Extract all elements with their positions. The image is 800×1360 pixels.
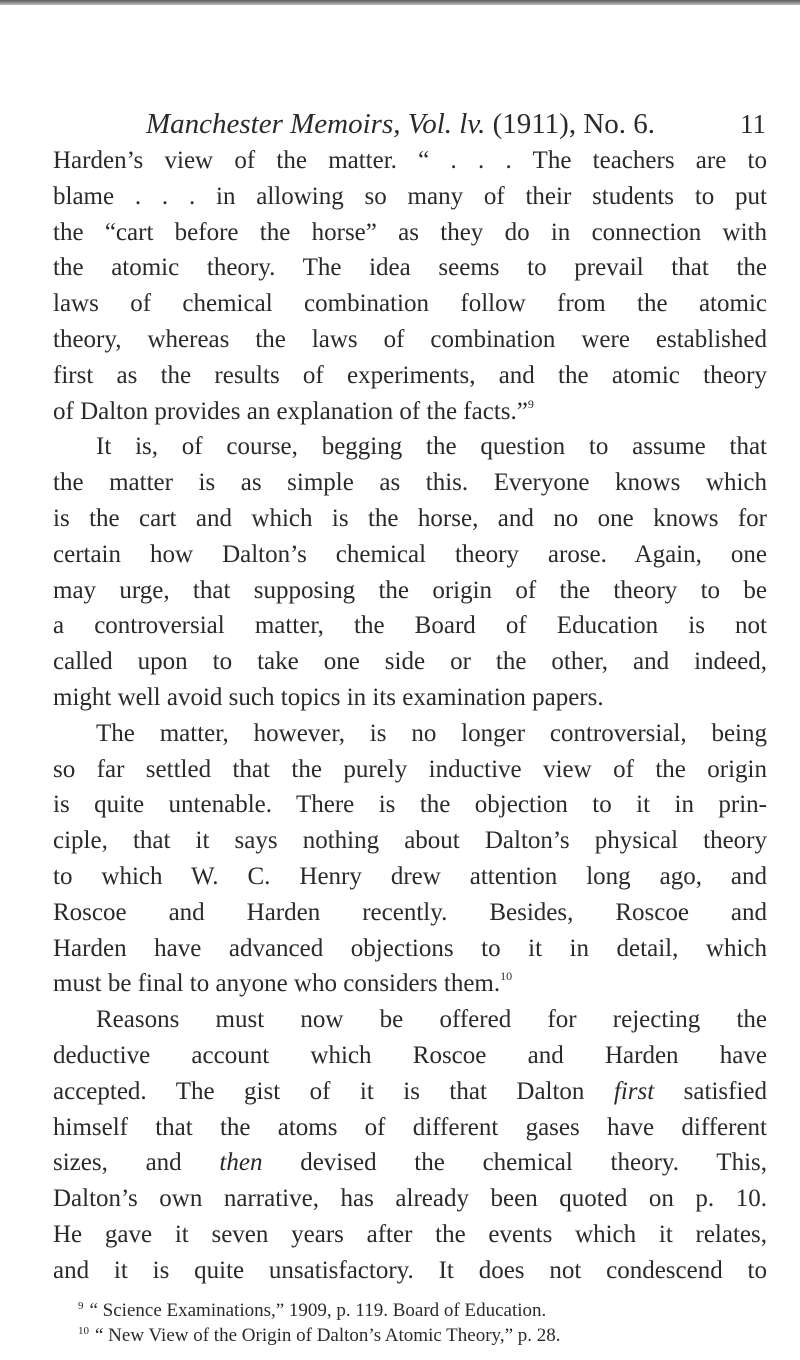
text-line: blame . . . in allowing so many of their students to put xyxy=(53,182,767,210)
running-header xyxy=(146,104,766,144)
text-fragment: devised the chemical theory. This, xyxy=(262,1149,767,1177)
volume-year-number: (1911), No. 6. xyxy=(485,108,656,140)
text-line: a controversial matter, the Board of Education is not xyxy=(53,612,767,640)
text-line xyxy=(53,394,767,430)
text-line: Harden have advanced objections to it in detail, which xyxy=(53,934,767,962)
text-fragment: must be final to anyone who considers them. xyxy=(53,970,501,998)
text-line: He gave it seven years after the events which it relates, xyxy=(53,1220,767,1248)
text-fragment: satisfied xyxy=(654,1077,767,1105)
text-fragment: accepted. The gist of it is that Dalton xyxy=(53,1077,614,1105)
emphasis: first xyxy=(613,1077,655,1105)
text-line: Dalton’s own narrative, has already been quoted on p. 10. xyxy=(53,1185,767,1213)
footnote xyxy=(53,1298,767,1323)
text-line: Roscoe and Harden recently. Besides, Roscoe and xyxy=(53,898,767,926)
text-line: laws of chemical combination follow from the atomic xyxy=(53,290,767,318)
text-line xyxy=(53,966,767,1002)
scan-edge-shadow xyxy=(0,0,800,5)
footnote-ref: 10 xyxy=(500,969,513,984)
text-line: The matter, however, is no longer controversial, being xyxy=(96,719,767,747)
text-line: the “cart before the horse” as they do in connection with xyxy=(53,218,767,246)
text-line xyxy=(53,1074,767,1110)
text-line: to which W. C. Henry drew attention long ago, and xyxy=(53,862,767,890)
text-line: called upon to take one side or the other, and indeed, xyxy=(53,648,767,676)
text-fragment: sizes, and xyxy=(53,1149,220,1177)
text-line: may urge, that supposing the origin of the theory to be xyxy=(53,576,767,604)
text-line: is the cart and which is the horse, and no one knows for xyxy=(53,504,767,532)
footnote-ref: 9 xyxy=(527,396,534,411)
footnote-text: “ New View of the Origin of Dalton’s Atomic Theory,” p. 28. xyxy=(95,1325,561,1346)
footnote-marker: 10 xyxy=(78,1325,89,1337)
text-line: so far settled that the purely inductive view of the origin xyxy=(53,755,767,783)
text-fragment: of Dalton provides an explanation of the facts.” xyxy=(53,397,528,425)
text-line: theory, whereas the laws of combination were established xyxy=(53,325,767,353)
footnote-text: “ Science Examinations,” 1909, p. 119. Board of Education. xyxy=(89,1300,547,1321)
text-line: ciple, that it says nothing about Dalton’s physical theory xyxy=(53,827,767,855)
text-line xyxy=(53,1145,767,1181)
text-line: the matter is as simple as this. Everyone knows which xyxy=(53,469,767,497)
text-line: is quite untenable. There is the objection to it in prin- xyxy=(53,791,767,819)
footnotes xyxy=(53,1298,767,1348)
text-line: Harden’s view of the matter. “ . . . The teachers are to xyxy=(53,147,767,174)
text-line: deductive account which Roscoe and Harden have xyxy=(53,1041,767,1069)
journal-title: Manchester Memoirs, Vol. lv. xyxy=(146,108,486,140)
text-line: certain how Dalton’s chemical theory arose. Again, one xyxy=(53,540,767,568)
footnote xyxy=(53,1323,767,1348)
footnote-marker: 9 xyxy=(78,1300,84,1312)
text-line: and it is quite unsatisfactory. It does not condescend to xyxy=(53,1256,767,1284)
text-line: It is, of course, begging the question to assume that xyxy=(96,433,767,461)
emphasis: then xyxy=(219,1149,263,1177)
text-line: Reasons must now be offered for rejecting the xyxy=(96,1006,767,1034)
body-text xyxy=(53,143,767,1289)
text-line: might well avoid such topics in its examination papers. xyxy=(53,683,604,711)
text-line: first as the results of experiments, and the atomic theory xyxy=(53,361,767,389)
text-line: the atomic theory. The idea seems to prevail that the xyxy=(53,254,767,282)
page-number: 11 xyxy=(740,109,766,139)
text-line: himself that the atoms of different gases have different xyxy=(53,1113,767,1141)
